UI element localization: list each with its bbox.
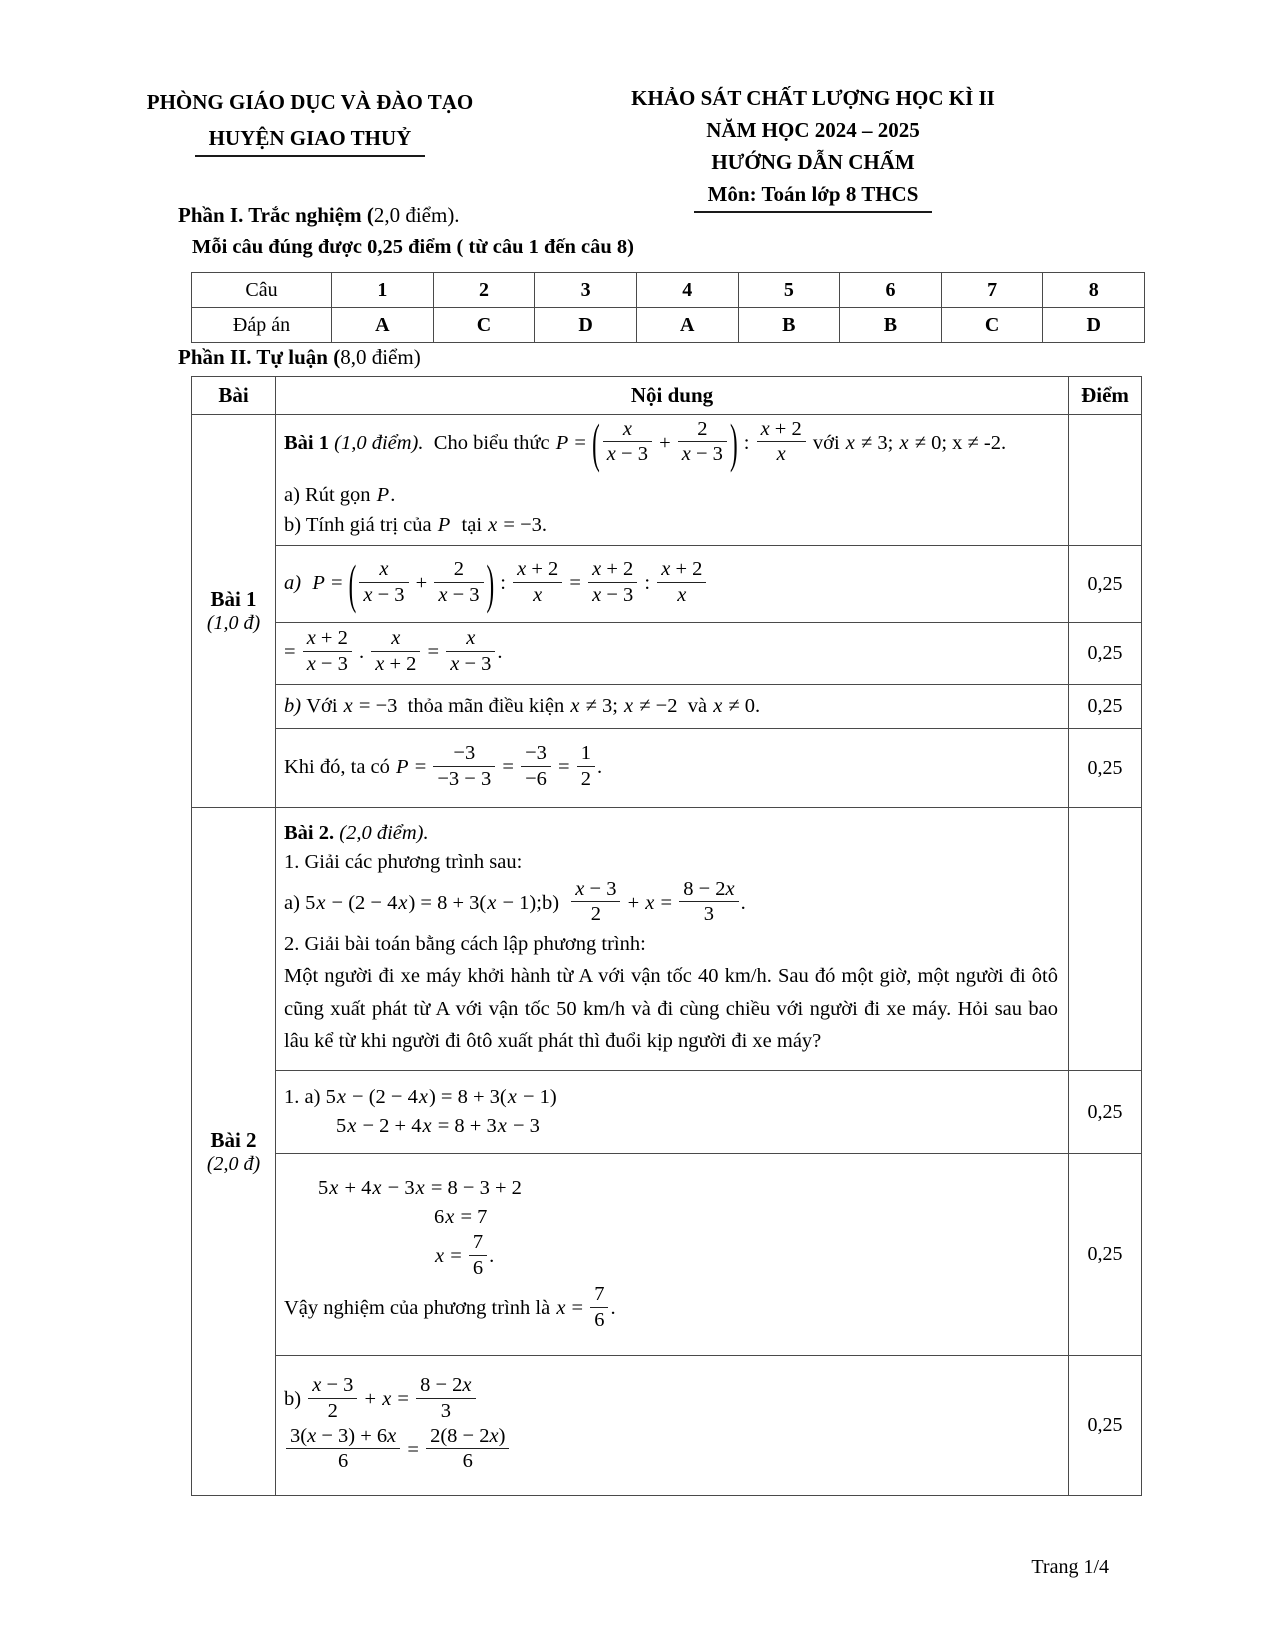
fraction-numerator: 2 xyxy=(453,557,465,580)
text-run: 5x − (2 − 4x) = 8 + 3(x − 1); xyxy=(305,891,542,914)
math-fraction xyxy=(308,1374,357,1423)
fraction-denominator: 6 xyxy=(286,1448,400,1473)
text-run: + xyxy=(653,431,676,454)
math-fraction xyxy=(303,627,352,676)
text-run: + x = xyxy=(622,891,678,914)
text-run: Bài 2. xyxy=(284,822,340,845)
subject-line xyxy=(588,178,1038,213)
bai-label: Bài 1 xyxy=(210,587,257,611)
part1-title-bold: Phần I. Trắc nghiệm ( xyxy=(178,203,374,227)
text-run: 5x − (2 − 4x) = 8 + 3(x − 1) xyxy=(325,1085,557,1108)
header-left-block xyxy=(140,84,480,157)
content-line xyxy=(284,931,1058,958)
text-run: và xyxy=(677,694,713,717)
text-run: x ≠ -2. xyxy=(952,431,1007,454)
text-run: Khi đó, ta có xyxy=(284,755,396,778)
questions-row xyxy=(192,273,1145,308)
content-line xyxy=(284,877,1058,929)
text-run: = xyxy=(284,641,301,664)
text-run: 1. a) xyxy=(284,1085,326,1108)
text-run: b) xyxy=(284,694,307,717)
diem-value-cell: 0,25 xyxy=(1069,685,1142,729)
text-run: . xyxy=(497,641,503,664)
text-run: . xyxy=(740,891,746,914)
fraction-numerator: 8 − 2x xyxy=(420,1373,472,1396)
column-header-bai: Bài xyxy=(192,377,276,415)
fraction-denominator: x − 3 xyxy=(446,651,495,676)
math-fraction xyxy=(757,418,806,467)
bai-points-label: (1,0 đ) xyxy=(206,612,261,634)
text-run: 5x − 2 + 4x = 8 + 3x − 3 xyxy=(336,1115,540,1137)
content-line xyxy=(284,554,1058,614)
fraction-numerator: 2 xyxy=(697,417,708,440)
text-run: : xyxy=(495,571,512,594)
fraction-denominator: 6 xyxy=(426,1448,509,1473)
math-fraction xyxy=(577,742,595,791)
fraction-denominator: 2 xyxy=(577,766,595,791)
math-fraction xyxy=(286,1425,400,1474)
bai-label-cell xyxy=(192,808,276,1496)
text-run: a) xyxy=(284,571,312,594)
fraction-denominator: x xyxy=(513,582,562,607)
text-run: x = −3. xyxy=(488,514,548,537)
fraction-numerator: 1 xyxy=(580,741,591,764)
line-left-part xyxy=(284,892,542,914)
exam-title-line: KHẢO SÁT CHẤT LƯỢNG HỌC KÌ II xyxy=(631,86,995,110)
fraction-denominator: 3 xyxy=(416,1398,475,1423)
answer-letter-cell: B xyxy=(738,308,840,343)
part1-title-rest: 2,0 điểm). xyxy=(373,203,460,227)
school-year-line: NĂM HỌC 2024 – 2025 xyxy=(706,118,920,142)
answer-letter-cell: A xyxy=(332,308,434,343)
text-run: thỏa mãn điều kiện xyxy=(397,694,570,717)
content-row xyxy=(192,685,1142,729)
line-right-part xyxy=(541,877,746,926)
text-run: Vậy nghiệm của phương trình là xyxy=(284,1296,556,1319)
fraction-denominator: x − 3 xyxy=(588,582,637,607)
content-row xyxy=(192,729,1142,808)
column-header-noidung: Nội dung xyxy=(276,377,1069,415)
part2-table xyxy=(191,376,1142,1496)
math-fraction xyxy=(359,558,408,607)
noidung-cell xyxy=(276,729,1069,808)
text-run: P = xyxy=(555,431,592,454)
fraction-numerator: x + 2 xyxy=(517,557,559,580)
text-run: b) xyxy=(284,1387,307,1410)
part2-title-bold: Phần II. Tự luận ( xyxy=(178,345,341,369)
diem-value-cell xyxy=(1069,808,1142,1071)
fraction-denominator: 2 xyxy=(571,901,620,926)
content-line xyxy=(284,482,1058,509)
diem-value-cell: 0,25 xyxy=(1069,1356,1142,1496)
answer-letter-cell: D xyxy=(535,308,637,343)
big-paren: ( xyxy=(592,414,600,474)
content-row xyxy=(192,1154,1142,1356)
column-header-diem: Điểm xyxy=(1069,377,1142,415)
math-fraction xyxy=(426,1425,509,1474)
diem-value-cell: 0,25 xyxy=(1069,1154,1142,1356)
diem-value-cell: 0,25 xyxy=(1069,546,1142,623)
text-run: 6x = 7 xyxy=(434,1205,488,1228)
big-paren: ) xyxy=(486,554,495,614)
fraction-denominator: x − 3 xyxy=(303,651,352,676)
content-line xyxy=(284,512,1058,539)
fraction-numerator: x + 2 xyxy=(661,557,703,580)
content-line xyxy=(284,1113,1058,1140)
content-row xyxy=(192,1071,1142,1154)
text-run: (2,0 điểm). xyxy=(339,822,429,845)
text-run: x = xyxy=(556,1296,589,1319)
content-line xyxy=(284,1204,1058,1231)
fraction-denominator: −3 − 3 xyxy=(433,766,495,791)
text-run: = xyxy=(422,641,445,664)
bai-label: Bài 2 xyxy=(210,1127,257,1152)
text-run: P = xyxy=(312,571,348,594)
row-label-cell: Câu xyxy=(192,273,332,308)
text-run: + xyxy=(410,571,433,594)
content-line xyxy=(284,1084,1058,1111)
district-underlined-text: HUYỆN GIAO THUỶ xyxy=(195,123,426,157)
text-run: . xyxy=(489,1244,495,1267)
text-run: : xyxy=(639,571,656,594)
text-run: . xyxy=(596,755,603,778)
fraction-numerator: x xyxy=(391,627,401,650)
fraction-denominator: x − 3 xyxy=(359,582,408,607)
fraction-numerator: 7 xyxy=(472,1230,484,1253)
text-run: Bài 1 xyxy=(284,431,335,454)
content-row xyxy=(192,623,1142,685)
fraction-numerator: −3 xyxy=(525,741,547,764)
fraction-denominator: 6 xyxy=(469,1255,487,1280)
text-run: b) xyxy=(541,891,570,914)
fraction-numerator: x + 2 xyxy=(592,557,634,580)
noidung-cell xyxy=(276,546,1069,623)
subject-underlined-text: Môn: Toán lớp 8 THCS xyxy=(694,179,933,213)
diem-value-cell xyxy=(1069,415,1142,546)
noidung-cell xyxy=(276,415,1069,546)
answer-letter-cell: A xyxy=(636,308,738,343)
answer-letter-cell: C xyxy=(433,308,535,343)
fraction-denominator: −6 xyxy=(521,766,551,791)
content-line xyxy=(284,1175,1058,1202)
text-run: : xyxy=(738,431,755,454)
text-run: 2. Giải bài toán bằng cách lập phương trình: xyxy=(284,933,646,956)
department-line: PHÒNG GIÁO DỤC VÀ ĐÀO TẠO xyxy=(146,90,474,114)
fraction-numerator: x + 2 xyxy=(306,627,348,650)
text-run: (1,0 điểm). xyxy=(334,431,424,454)
question-number-cell: 2 xyxy=(433,273,535,308)
part1-title xyxy=(178,203,460,228)
fraction-numerator: x xyxy=(379,557,389,580)
text-run: P. xyxy=(376,484,396,507)
question-number-cell: 5 xyxy=(738,273,840,308)
content-row xyxy=(192,546,1142,623)
bai-points-label: (2,0 đ) xyxy=(206,1152,261,1175)
content-line xyxy=(284,820,1058,847)
content-line xyxy=(284,414,1058,474)
math-fraction xyxy=(571,878,620,927)
diem-value-cell: 0,25 xyxy=(1069,729,1142,808)
math-fraction xyxy=(588,558,637,607)
content-line xyxy=(284,629,1058,678)
content-line xyxy=(284,849,1058,876)
text-run: = xyxy=(497,755,520,778)
answer-letter-cell: D xyxy=(1043,308,1145,343)
math-fraction xyxy=(513,558,562,607)
part2-header-row xyxy=(192,377,1142,415)
text-run: a) Rút gọn xyxy=(284,484,376,507)
fraction-numerator: 3(x − 3) + 6x xyxy=(290,1424,397,1447)
fraction-denominator: 6 xyxy=(590,1307,608,1332)
content-row xyxy=(192,1356,1142,1496)
math-fraction xyxy=(603,418,652,467)
text-run: P = xyxy=(396,755,432,778)
fraction-denominator: x xyxy=(657,582,706,607)
fraction-numerator: x − 3 xyxy=(575,877,617,900)
fraction-numerator: 2(8 − 2x) xyxy=(430,1424,506,1447)
noidung-cell xyxy=(276,685,1069,729)
fraction-denominator: 3 xyxy=(679,901,738,926)
noidung-cell xyxy=(276,1154,1069,1356)
text-run: Với xyxy=(306,694,343,717)
text-run: Một người đi xe máy khởi hành từ A với vận tốc 40 km/h. Sau đó một giờ, một người đi ôtô cũng xuất phát từ A với vận tốc 50 km/h và đi cùng chiều với người đi xe máy. Hỏi sau bao lâu kể từ khi người đi ôtô xuất phát thì đuổi kịp người đi xe máy? xyxy=(284,965,1058,1053)
fraction-denominator: x + 2 xyxy=(371,651,420,676)
text-run: + x = xyxy=(359,1387,415,1410)
math-fraction xyxy=(434,558,483,607)
content-row xyxy=(192,415,1142,546)
question-number-cell: 6 xyxy=(840,273,942,308)
fraction-numerator: x xyxy=(622,417,632,440)
content-row xyxy=(192,808,1142,1071)
fraction-denominator: x − 3 xyxy=(434,582,483,607)
grading-guide-line: HƯỚNG DẪN CHẤM xyxy=(711,150,915,174)
text-run: a) xyxy=(284,891,306,914)
text-run: x ≠ 3; x ≠ −2 xyxy=(570,694,678,717)
fraction-numerator: x − 3 xyxy=(312,1373,354,1396)
text-run: . xyxy=(610,1296,616,1319)
fraction-denominator: x − 3 xyxy=(678,441,727,466)
math-fraction xyxy=(446,627,495,676)
text-run: x = −3 xyxy=(343,694,398,717)
fraction-numerator: x + 2 xyxy=(760,417,802,440)
big-paren: ( xyxy=(348,554,357,614)
text-run: b) Tính giá trị của xyxy=(284,514,437,537)
math-fraction xyxy=(657,558,706,607)
text-run: P xyxy=(437,514,451,537)
question-number-cell: 3 xyxy=(535,273,637,308)
text-run: x ≠ 0. xyxy=(713,694,761,717)
noidung-cell xyxy=(276,1356,1069,1496)
math-fraction xyxy=(469,1231,487,1280)
text-run: x = xyxy=(435,1244,467,1267)
content-line xyxy=(284,741,1058,793)
bai-label-cell xyxy=(192,415,276,808)
text-run: 5x + 4x − 3x = 8 − 3 + 2 xyxy=(318,1176,522,1199)
footer-page-number: Trang 1/4 xyxy=(1031,1556,1109,1578)
text-run: 1. Giải các phương trình sau: xyxy=(284,851,523,874)
math-fraction xyxy=(679,878,738,927)
part1-subtitle: Mỗi câu đúng được 0,25 điểm ( từ câu 1 đến câu 8) xyxy=(192,236,634,258)
answers-table xyxy=(191,272,1145,343)
diem-value-cell: 0,25 xyxy=(1069,623,1142,685)
fraction-numerator: 7 xyxy=(594,1282,605,1305)
text-run: = xyxy=(552,755,575,778)
math-fraction xyxy=(416,1374,475,1423)
question-number-cell: 4 xyxy=(636,273,738,308)
answer-letter-cell: C xyxy=(941,308,1043,343)
answer-letter-cell: B xyxy=(840,308,942,343)
content-line xyxy=(284,1230,1058,1282)
text-run: = xyxy=(402,1438,425,1461)
big-paren: ) xyxy=(729,414,738,474)
content-line xyxy=(284,1373,1058,1425)
fraction-denominator: x xyxy=(757,441,806,466)
text-run: Cho biểu thức xyxy=(423,431,555,454)
part2-title-rest: 8,0 điểm) xyxy=(340,345,421,369)
math-fraction xyxy=(371,627,420,676)
text-run: tại xyxy=(451,514,488,537)
text-run: với xyxy=(807,431,845,454)
fraction-denominator: x − 3 xyxy=(603,441,652,466)
question-number-cell: 1 xyxy=(332,273,434,308)
math-fraction xyxy=(678,418,727,467)
content-line xyxy=(284,960,1058,1057)
noidung-cell xyxy=(276,808,1069,1071)
question-number-cell: 7 xyxy=(941,273,1043,308)
header-right-block xyxy=(588,82,1038,213)
fraction-numerator: −3 xyxy=(453,741,476,764)
math-fraction xyxy=(590,1283,608,1332)
content-line xyxy=(284,1282,1058,1334)
text-run: . xyxy=(353,641,370,664)
content-line xyxy=(284,693,1058,720)
content-line xyxy=(284,1424,1058,1476)
answers-row xyxy=(192,308,1145,343)
part2-title xyxy=(178,345,421,370)
text-run: = xyxy=(564,571,587,594)
noidung-cell xyxy=(276,623,1069,685)
math-fraction xyxy=(433,742,495,791)
fraction-numerator: 8 − 2x xyxy=(683,877,735,900)
district-line xyxy=(140,120,480,157)
diem-value-cell: 0,25 xyxy=(1069,1071,1142,1154)
row-label-cell: Đáp án xyxy=(192,308,332,343)
text-run: x ≠ 3; x ≠ 0; xyxy=(845,431,953,454)
question-number-cell: 8 xyxy=(1043,273,1145,308)
fraction-numerator: x xyxy=(466,627,476,650)
math-fraction xyxy=(521,742,551,791)
noidung-cell xyxy=(276,1071,1069,1154)
fraction-denominator: 2 xyxy=(308,1398,357,1423)
